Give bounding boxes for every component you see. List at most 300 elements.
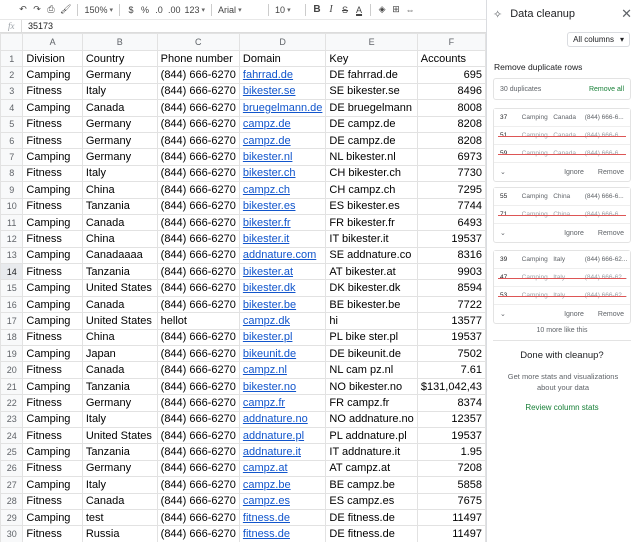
table-cell[interactable]: DE campz.de bbox=[326, 132, 417, 148]
table-cell[interactable]: 7675 bbox=[417, 493, 485, 509]
table-cell[interactable]: Tanzania bbox=[82, 444, 157, 460]
table-cell[interactable] bbox=[239, 149, 326, 165]
domain-link[interactable]: campz.de bbox=[242, 134, 291, 147]
table-cell[interactable]: Phone number bbox=[157, 51, 239, 67]
table-cell[interactable]: Camping bbox=[23, 149, 82, 165]
table-cell[interactable]: CH campz.ch bbox=[326, 182, 417, 198]
table-cell[interactable]: 19537 bbox=[417, 329, 485, 345]
table-cell[interactable] bbox=[239, 493, 326, 509]
table-cell[interactable]: Camping bbox=[23, 411, 82, 427]
row-header[interactable]: 5 bbox=[1, 116, 23, 132]
table-cell[interactable] bbox=[239, 280, 326, 296]
dup-cell-division: Camping bbox=[521, 150, 548, 157]
table-cell[interactable]: Fitness bbox=[23, 329, 82, 345]
table-cell[interactable]: (844) 666-6270 bbox=[157, 362, 239, 378]
table-cell[interactable]: (844) 666-6270 bbox=[157, 526, 239, 542]
table-cell[interactable]: Fitness bbox=[23, 526, 82, 542]
row-header[interactable]: 13 bbox=[1, 247, 23, 263]
domain-link[interactable]: campz.dk bbox=[242, 314, 290, 327]
table-cell[interactable]: DE fitness.de bbox=[326, 509, 417, 525]
table-cell[interactable]: Italy bbox=[82, 83, 157, 99]
table-cell[interactable]: (844) 666-6270 bbox=[157, 100, 239, 116]
table-cell[interactable] bbox=[239, 67, 326, 83]
table-cell[interactable]: 11497 bbox=[417, 526, 485, 542]
table-cell[interactable]: (844) 666-6270 bbox=[157, 395, 239, 411]
table-row bbox=[1, 100, 486, 116]
table-cell[interactable]: Key bbox=[326, 51, 417, 67]
table-cell[interactable]: BE bikester.be bbox=[326, 296, 417, 312]
row-header[interactable]: 20 bbox=[1, 362, 23, 378]
dup-cell-phone: (844) 666-62... bbox=[584, 256, 628, 263]
table-cell[interactable]: Camping bbox=[23, 509, 82, 525]
table-cell[interactable]: Camping bbox=[23, 182, 82, 198]
table-cell[interactable]: SE bikester.se bbox=[326, 83, 417, 99]
table-cell[interactable]: Fitness bbox=[23, 395, 82, 411]
table-cell[interactable]: Camping bbox=[23, 247, 82, 263]
table-cell[interactable] bbox=[239, 329, 326, 345]
table-cell[interactable]: (844) 666-6270 bbox=[157, 444, 239, 460]
domain-link[interactable]: bruegelmann.de bbox=[242, 101, 323, 114]
table-cell[interactable]: Canadaaaa bbox=[82, 247, 157, 263]
table-cell[interactable]: (844) 666-6270 bbox=[157, 411, 239, 427]
table-cell[interactable]: 8496 bbox=[417, 83, 485, 99]
row-header[interactable]: 18 bbox=[1, 329, 23, 345]
domain-link[interactable]: campz.be bbox=[242, 478, 291, 491]
ignore-button[interactable]: Ignore bbox=[564, 310, 584, 318]
domain-link[interactable]: bikester.at bbox=[242, 265, 294, 278]
table-cell[interactable]: Fitness bbox=[23, 231, 82, 247]
table-cell[interactable]: hellot bbox=[157, 313, 239, 329]
table-cell[interactable]: ES campz.es bbox=[326, 493, 417, 509]
table-cell[interactable]: NO bikester.no bbox=[326, 378, 417, 394]
italic-button[interactable]: I bbox=[329, 4, 333, 15]
domain-link[interactable]: campz.es bbox=[242, 495, 290, 508]
table-cell[interactable] bbox=[239, 264, 326, 280]
table-row bbox=[1, 198, 486, 214]
table-cell[interactable]: 6493 bbox=[417, 214, 485, 230]
fill-color-icon[interactable]: ◈ bbox=[378, 4, 386, 14]
table-cell[interactable]: 8208 bbox=[417, 116, 485, 132]
table-cell[interactable]: DE fitness.de bbox=[326, 526, 417, 542]
table-cell[interactable] bbox=[239, 362, 326, 378]
table-cell[interactable]: Camping bbox=[23, 444, 82, 460]
table-cell[interactable]: Germany bbox=[82, 395, 157, 411]
table-cell[interactable]: Domain bbox=[239, 51, 326, 67]
table-cell[interactable] bbox=[239, 444, 326, 460]
table-cell[interactable]: test bbox=[82, 509, 157, 525]
table-cell[interactable]: BE campz.be bbox=[326, 477, 417, 493]
table-cell[interactable]: 8594 bbox=[417, 280, 485, 296]
row-header[interactable]: 26 bbox=[1, 460, 23, 476]
table-cell[interactable]: Accounts bbox=[417, 51, 485, 67]
table-cell[interactable]: Germany bbox=[82, 132, 157, 148]
table-cell[interactable] bbox=[239, 411, 326, 427]
column-header[interactable]: A bbox=[23, 34, 82, 51]
table-cell[interactable]: (844) 666-6270 bbox=[157, 460, 239, 476]
domain-link[interactable]: bikeunit.de bbox=[242, 347, 297, 360]
table-cell[interactable]: Camping bbox=[23, 346, 82, 362]
domain-link[interactable]: bikester.nl bbox=[242, 151, 293, 164]
column-header[interactable]: F bbox=[417, 34, 485, 51]
table-cell[interactable]: Japan bbox=[82, 346, 157, 362]
table-cell[interactable]: Fitness bbox=[23, 165, 82, 181]
table-row bbox=[1, 427, 486, 443]
chevron-down-icon[interactable]: ⌄ bbox=[500, 230, 506, 237]
table-cell[interactable]: 7208 bbox=[417, 460, 485, 476]
column-header[interactable]: C bbox=[157, 34, 239, 51]
table-cell[interactable]: DK bikester.dk bbox=[326, 280, 417, 296]
duplicate-group-card bbox=[493, 187, 631, 243]
table-cell[interactable]: Camping bbox=[23, 214, 82, 230]
table-cell[interactable]: PL addnature.pl bbox=[326, 427, 417, 443]
table-cell[interactable]: Italy bbox=[82, 477, 157, 493]
row-header[interactable]: 15 bbox=[1, 280, 23, 296]
table-cell[interactable]: Camping bbox=[23, 477, 82, 493]
domain-link[interactable]: fitness.de bbox=[242, 528, 290, 541]
table-cell[interactable]: Tanzania bbox=[82, 378, 157, 394]
domain-link[interactable]: bikester.ch bbox=[242, 167, 296, 180]
table-cell[interactable]: Camping bbox=[23, 67, 82, 83]
table-cell[interactable]: Camping bbox=[23, 378, 82, 394]
table-cell[interactable]: Germany bbox=[82, 116, 157, 132]
select-all-corner[interactable] bbox=[1, 34, 23, 51]
table-cell[interactable] bbox=[239, 231, 326, 247]
table-cell[interactable] bbox=[239, 182, 326, 198]
table-cell[interactable]: (844) 666-6270 bbox=[157, 116, 239, 132]
table-cell[interactable]: (844) 666-6270 bbox=[157, 231, 239, 247]
table-cell[interactable] bbox=[239, 346, 326, 362]
table-cell[interactable]: 5858 bbox=[417, 477, 485, 493]
table-cell[interactable]: (844) 666-6270 bbox=[157, 165, 239, 181]
table-cell[interactable]: 8316 bbox=[417, 247, 485, 263]
row-header[interactable]: 2 bbox=[1, 67, 23, 83]
percent-format-button[interactable]: % bbox=[140, 4, 149, 15]
domain-link[interactable]: bikester.it bbox=[242, 232, 290, 245]
remove-button[interactable]: Remove bbox=[597, 168, 624, 176]
row-header[interactable]: 29 bbox=[1, 509, 23, 525]
table-cell[interactable] bbox=[239, 296, 326, 312]
domain-link[interactable]: bikester.no bbox=[242, 380, 297, 393]
domain-link[interactable]: fitness.de bbox=[242, 511, 290, 524]
table-cell[interactable]: AT campz.at bbox=[326, 460, 417, 476]
row-header[interactable]: 3 bbox=[1, 83, 23, 99]
domain-link[interactable]: bikester.be bbox=[242, 298, 297, 311]
dup-cell-row: 55 bbox=[500, 193, 508, 200]
domain-link[interactable]: campz.de bbox=[242, 118, 291, 131]
row-header[interactable]: 22 bbox=[1, 395, 23, 411]
table-cell[interactable]: Fitness bbox=[23, 493, 82, 509]
table-cell[interactable]: United States bbox=[82, 313, 157, 329]
row-header[interactable]: 9 bbox=[1, 182, 23, 198]
column-header[interactable]: D bbox=[239, 34, 326, 51]
table-cell[interactable]: Camping bbox=[23, 280, 82, 296]
table-cell[interactable]: 8008 bbox=[417, 100, 485, 116]
table-cell[interactable]: 7295 bbox=[417, 182, 485, 198]
table-cell[interactable]: (844) 666-6270 bbox=[157, 296, 239, 312]
table-cell[interactable]: $131,042,43 bbox=[417, 378, 485, 394]
toolbar-divider bbox=[268, 4, 269, 16]
table-cell[interactable]: China bbox=[82, 182, 157, 198]
borders-icon[interactable]: ⊞ bbox=[392, 4, 400, 14]
ignore-button[interactable]: Ignore bbox=[564, 229, 584, 237]
table-cell[interactable] bbox=[239, 378, 326, 394]
table-row bbox=[1, 296, 486, 312]
table-cell[interactable]: Tanzania bbox=[82, 198, 157, 214]
row-header[interactable]: 30 bbox=[1, 526, 23, 542]
table-cell[interactable]: Fitness bbox=[23, 116, 82, 132]
table-cell[interactable]: Canada bbox=[82, 296, 157, 312]
domain-link[interactable]: bikester.se bbox=[242, 85, 296, 98]
bold-button[interactable]: B bbox=[313, 4, 321, 15]
row-header[interactable]: 28 bbox=[1, 493, 23, 509]
table-cell[interactable]: PL bike ster.pl bbox=[326, 329, 417, 345]
table-cell[interactable] bbox=[239, 427, 326, 443]
more-formats-select[interactable]: 123 ▾ bbox=[183, 2, 208, 18]
domain-link[interactable]: bikester.fr bbox=[242, 216, 291, 229]
dup-cell-phone: (844) 666-6... bbox=[584, 211, 624, 218]
table-cell[interactable]: 19537 bbox=[417, 231, 485, 247]
row-header[interactable]: 19 bbox=[1, 346, 23, 362]
table-row bbox=[1, 477, 486, 493]
table-cell[interactable]: Fitness bbox=[23, 83, 82, 99]
table-cell[interactable]: hi bbox=[326, 313, 417, 329]
table-cell[interactable]: Fitness bbox=[23, 198, 82, 214]
table-cell[interactable]: (844) 666-6270 bbox=[157, 247, 239, 263]
table-cell[interactable]: 695 bbox=[417, 67, 485, 83]
table-cell[interactable]: NL bikester.nl bbox=[326, 149, 417, 165]
table-cell[interactable]: 6973 bbox=[417, 149, 485, 165]
table-cell[interactable]: Canada bbox=[82, 100, 157, 116]
table-cell[interactable]: (844) 666-6270 bbox=[157, 264, 239, 280]
table-cell[interactable] bbox=[239, 477, 326, 493]
table-cell[interactable]: United States bbox=[82, 280, 157, 296]
table-cell[interactable]: IT bikester.it bbox=[326, 231, 417, 247]
table-cell[interactable]: Italy bbox=[82, 165, 157, 181]
remove-button[interactable]: Remove bbox=[597, 310, 624, 318]
table-cell[interactable]: Germany bbox=[82, 67, 157, 83]
table-cell[interactable]: Canada bbox=[82, 493, 157, 509]
table-cell[interactable]: 19537 bbox=[417, 427, 485, 443]
row-header[interactable]: 25 bbox=[1, 444, 23, 460]
table-cell[interactable]: China bbox=[82, 231, 157, 247]
table-cell[interactable]: (844) 666-6270 bbox=[157, 427, 239, 443]
row-header[interactable]: 16 bbox=[1, 296, 23, 312]
row-header[interactable]: 14 bbox=[1, 264, 23, 280]
table-cell[interactable]: 13577 bbox=[417, 313, 485, 329]
row-header[interactable]: 7 bbox=[1, 149, 23, 165]
table-cell[interactable]: Division bbox=[23, 51, 82, 67]
table-cell[interactable]: FR campz.fr bbox=[326, 395, 417, 411]
review-column-stats-button[interactable]: Review column stats bbox=[525, 403, 599, 412]
table-cell[interactable] bbox=[239, 100, 326, 116]
table-cell[interactable] bbox=[239, 83, 326, 99]
table-cell[interactable] bbox=[239, 509, 326, 525]
table-cell[interactable]: 8374 bbox=[417, 395, 485, 411]
table-cell[interactable]: 7.61 bbox=[417, 362, 485, 378]
table-cell[interactable]: Italy bbox=[82, 411, 157, 427]
chevron-down-icon[interactable]: ⌄ bbox=[500, 169, 506, 176]
dup-cell-division: Camping bbox=[521, 114, 548, 121]
dup-cell-division: Camping bbox=[521, 193, 548, 200]
table-cell[interactable]: (844) 666-6270 bbox=[157, 83, 239, 99]
table-cell[interactable]: CH bikester.ch bbox=[326, 165, 417, 181]
table-cell[interactable]: Russia bbox=[82, 526, 157, 542]
table-cell[interactable]: (844) 666-6270 bbox=[157, 182, 239, 198]
table-cell[interactable]: (844) 666-6270 bbox=[157, 280, 239, 296]
row-header[interactable]: 6 bbox=[1, 132, 23, 148]
row-header[interactable]: 10 bbox=[1, 198, 23, 214]
table-cell[interactable]: (844) 666-6270 bbox=[157, 477, 239, 493]
domain-link[interactable]: addnature.no bbox=[242, 413, 308, 426]
table-cell[interactable]: (844) 666-6270 bbox=[157, 198, 239, 214]
table-cell[interactable]: Canada bbox=[82, 362, 157, 378]
row-header[interactable]: 23 bbox=[1, 411, 23, 427]
row-header[interactable]: 21 bbox=[1, 378, 23, 394]
table-cell[interactable]: Country bbox=[82, 51, 157, 67]
close-icon[interactable]: ✕ bbox=[621, 6, 632, 21]
currency-format-button[interactable]: $ bbox=[128, 4, 134, 15]
table-cell[interactable]: Germany bbox=[82, 149, 157, 165]
remove-all-button[interactable]: Remove all bbox=[588, 85, 624, 93]
table-cell[interactable]: (844) 666-6270 bbox=[157, 329, 239, 345]
domain-link[interactable]: fahrrad.de bbox=[242, 69, 294, 82]
table-row bbox=[1, 313, 486, 329]
table-cell[interactable]: 8208 bbox=[417, 132, 485, 148]
table-cell[interactable]: Camping bbox=[23, 313, 82, 329]
row-header[interactable]: 24 bbox=[1, 427, 23, 443]
domain-link[interactable]: campz.fr bbox=[242, 396, 286, 409]
table-cell[interactable]: FR bikester.fr bbox=[326, 214, 417, 230]
row-header[interactable]: 4 bbox=[1, 100, 23, 116]
undo-icon[interactable]: ↶ bbox=[19, 4, 27, 14]
table-cell[interactable]: (844) 666-6270 bbox=[157, 67, 239, 83]
table-cell[interactable]: NL cam pz.nl bbox=[326, 362, 417, 378]
table-cell[interactable]: 7730 bbox=[417, 165, 485, 181]
table-cell[interactable]: Canada bbox=[82, 214, 157, 230]
paint-format-icon[interactable]: 🖌 bbox=[60, 4, 72, 14]
table-cell[interactable]: (844) 666-6270 bbox=[157, 132, 239, 148]
table-row bbox=[1, 116, 486, 132]
row-header[interactable]: 27 bbox=[1, 477, 23, 493]
table-cell[interactable]: Fitness bbox=[23, 427, 82, 443]
domain-link[interactable]: bikester.pl bbox=[242, 331, 293, 344]
table-cell[interactable] bbox=[239, 198, 326, 214]
column-header[interactable]: E bbox=[326, 34, 417, 51]
dup-cell-country: China bbox=[553, 211, 571, 218]
table-cell[interactable]: Fitness bbox=[23, 132, 82, 148]
table-cell[interactable]: 11497 bbox=[417, 509, 485, 525]
table-cell[interactable]: (844) 666-6270 bbox=[157, 214, 239, 230]
column-header[interactable]: B bbox=[82, 34, 157, 51]
domain-link[interactable]: campz.nl bbox=[242, 364, 287, 377]
table-cell[interactable] bbox=[239, 116, 326, 132]
table-cell[interactable] bbox=[239, 526, 326, 542]
table-cell[interactable]: DE fahrrad.de bbox=[326, 67, 417, 83]
increase-decimal-button[interactable]: .00 bbox=[167, 4, 181, 15]
table-cell[interactable]: ES bikester.es bbox=[326, 198, 417, 214]
table-cell[interactable]: Germany bbox=[82, 460, 157, 476]
table-cell[interactable]: United States bbox=[82, 427, 157, 443]
strikethrough-button[interactable]: S bbox=[342, 4, 349, 15]
table-cell[interactable]: IT addnature.it bbox=[326, 444, 417, 460]
table-cell[interactable] bbox=[239, 460, 326, 476]
table-cell[interactable]: Camping bbox=[23, 296, 82, 312]
domain-link[interactable]: bikester.dk bbox=[242, 282, 296, 295]
domain-link[interactable]: addnature.it bbox=[242, 446, 301, 459]
table-cell[interactable]: Fitness bbox=[23, 362, 82, 378]
table-cell[interactable]: NO addnature.no bbox=[326, 411, 417, 427]
table-cell[interactable]: (844) 666-6270 bbox=[157, 149, 239, 165]
more-like-this-link[interactable]: 10 more like this bbox=[536, 327, 588, 334]
ignore-button[interactable]: Ignore bbox=[564, 168, 584, 176]
table-cell[interactable] bbox=[239, 313, 326, 329]
table-cell[interactable] bbox=[239, 214, 326, 230]
row-header[interactable]: 1 bbox=[1, 51, 23, 67]
table-row bbox=[1, 493, 486, 509]
text-color-button[interactable]: A bbox=[356, 4, 363, 15]
table-cell[interactable]: Camping bbox=[23, 100, 82, 116]
table-cell[interactable]: AT bikester.at bbox=[326, 264, 417, 280]
table-cell[interactable] bbox=[239, 395, 326, 411]
font-size-select[interactable]: 10 ▾ bbox=[273, 2, 301, 18]
table-cell[interactable]: DE bruegelmann bbox=[326, 100, 417, 116]
table-cell[interactable]: 9903 bbox=[417, 264, 485, 280]
table-cell[interactable]: 1.95 bbox=[417, 444, 485, 460]
table-row bbox=[1, 395, 486, 411]
chevron-down-icon[interactable]: ⌄ bbox=[500, 311, 506, 318]
table-row bbox=[1, 378, 486, 394]
table-cell[interactable]: 7744 bbox=[417, 198, 485, 214]
table-cell[interactable]: (844) 666-6270 bbox=[157, 509, 239, 525]
table-cell[interactable]: Tanzania bbox=[82, 264, 157, 280]
table-cell[interactable] bbox=[239, 247, 326, 263]
table-cell[interactable]: SE addnature.co bbox=[326, 247, 417, 263]
column-select[interactable] bbox=[567, 32, 630, 47]
domain-link[interactable]: campz.at bbox=[242, 462, 288, 475]
row-header[interactable]: 11 bbox=[1, 214, 23, 230]
table-cell[interactable] bbox=[239, 165, 326, 181]
table-cell[interactable]: (844) 666-6270 bbox=[157, 346, 239, 362]
formula-input[interactable]: 35173 bbox=[28, 21, 54, 31]
row-header[interactable]: 8 bbox=[1, 165, 23, 181]
table-cell[interactable] bbox=[239, 132, 326, 148]
font-select[interactable]: Arial ▾ bbox=[216, 2, 264, 18]
table-cell[interactable]: Fitness bbox=[23, 264, 82, 280]
domain-link[interactable]: addnature.pl bbox=[242, 429, 305, 442]
table-cell[interactable]: (844) 666-6270 bbox=[157, 493, 239, 509]
domain-link[interactable]: addnature.com bbox=[242, 249, 317, 262]
table-cell[interactable]: 7722 bbox=[417, 296, 485, 312]
dup-cell-row: 39 bbox=[500, 256, 508, 263]
row-header[interactable]: 12 bbox=[1, 231, 23, 247]
table-cell[interactable]: 7502 bbox=[417, 346, 485, 362]
table-cell[interactable]: China bbox=[82, 329, 157, 345]
row-header[interactable]: 17 bbox=[1, 313, 23, 329]
merge-cells-icon[interactable]: ⇔ bbox=[405, 4, 415, 15]
print-icon[interactable]: ⎙ bbox=[47, 4, 55, 14]
table-cell[interactable]: Fitness bbox=[23, 460, 82, 476]
table-cell[interactable]: 12357 bbox=[417, 411, 485, 427]
table-cell[interactable]: (844) 666-6270 bbox=[157, 378, 239, 394]
remove-button[interactable]: Remove bbox=[597, 229, 624, 237]
decrease-decimal-button[interactable]: .0 bbox=[155, 4, 163, 15]
domain-link[interactable]: campz.ch bbox=[242, 183, 290, 196]
table-cell[interactable]: DE bikeunit.de bbox=[326, 346, 417, 362]
domain-link[interactable]: bikester.es bbox=[242, 200, 296, 213]
zoom-select[interactable]: 150% ▾ bbox=[82, 2, 115, 18]
redo-icon[interactable]: ↷ bbox=[33, 4, 41, 14]
table-cell[interactable]: DE campz.de bbox=[326, 116, 417, 132]
